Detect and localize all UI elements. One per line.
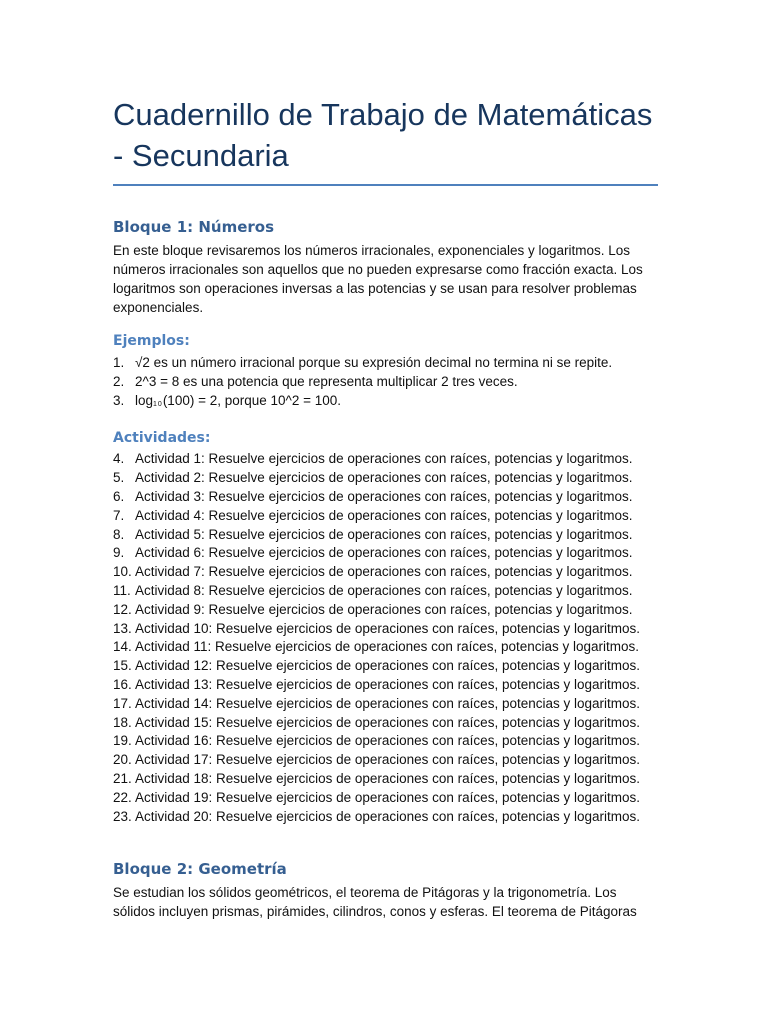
list-item-number: 17. (113, 695, 132, 711)
list-item (113, 563, 658, 582)
list-item-text: Actividad 9: Resuelve ejercicios de operaciones con raíces, potencias y logaritmos. (135, 601, 633, 617)
list-item (113, 450, 658, 469)
document-title: Cuadernillo de Trabajo de Matemáticas - Secundaria (113, 94, 658, 186)
list-item-number: 23. (113, 808, 132, 824)
log-expression: (100) = 2, porque 10^2 = 100. (162, 392, 342, 408)
list-item-text: √2 es un número irracional porque su expresión decimal no termina ni se repite. (135, 355, 613, 370)
list-item (113, 638, 658, 657)
log-label: log (135, 392, 154, 408)
list-item (113, 373, 658, 392)
list-item-number: 16. (113, 676, 132, 692)
list-item (113, 695, 658, 714)
list-item-number: 5. (113, 470, 125, 486)
list-item-number: 14. (113, 639, 132, 655)
list-item-number: 1. (113, 355, 125, 370)
list-item (113, 751, 658, 770)
list-item-number: 9. (113, 545, 125, 561)
block-1-section (113, 218, 658, 826)
block-2-heading: Bloque 2: Geometría (113, 860, 287, 879)
list-item-number: 10. (113, 564, 132, 580)
examples-list (113, 354, 658, 414)
list-item-text: 2^3 = 8 es una potencia que representa multiplicar 2 tres veces. (135, 373, 518, 389)
list-item-text: Actividad 6: Resuelve ejercicios de operaciones con raíces, potencias y logaritmos. (135, 545, 633, 561)
list-item-number: 2. (113, 373, 125, 389)
list-item-number: 18. (113, 714, 132, 730)
list-item (113, 657, 658, 676)
list-item-number: 19. (113, 733, 132, 749)
list-item-text: Actividad 2: Resuelve ejercicios de operaciones con raíces, potencias y logaritmos. (135, 470, 633, 486)
list-item (113, 789, 658, 808)
list-item-number: 4. (113, 451, 125, 467)
list-item (113, 582, 658, 601)
list-item (113, 732, 658, 751)
list-item-text: Actividad 19: Resuelve ejercicios de operaciones con raíces, potencias y logaritmos. (135, 789, 641, 805)
list-item-text (135, 392, 341, 415)
list-item-text: Actividad 17: Resuelve ejercicios de operaciones con raíces, potencias y logaritmos. (135, 752, 641, 768)
block-1-heading: Bloque 1: Números (113, 218, 275, 236)
list-item-text: Actividad 5: Resuelve ejercicios de operaciones con raíces, potencias y logaritmos. (135, 526, 633, 542)
activities-list (113, 450, 658, 826)
list-item (113, 354, 658, 373)
list-item-number: 20. (113, 752, 132, 768)
list-item (113, 469, 658, 488)
list-item (113, 770, 658, 789)
list-item-number: 13. (113, 620, 132, 636)
list-item-number: 6. (113, 488, 125, 504)
list-item-text: Actividad 18: Resuelve ejercicios de operaciones con raíces, potencias y logaritmos. (135, 770, 641, 786)
list-item (113, 601, 658, 620)
list-item-number: 8. (113, 526, 125, 542)
list-item-number: 11. (113, 582, 131, 598)
list-item-text: Actividad 7: Resuelve ejercicios de operaciones con raíces, potencias y logaritmos. (135, 564, 633, 580)
activities-heading: Actividades: (113, 430, 211, 447)
list-item (113, 488, 658, 507)
list-item-text: Actividad 11: Resuelve ejercicios de operaciones con raíces, potencias y logaritmos. (135, 639, 640, 655)
log-base-subscript: 10 (153, 400, 163, 408)
list-item (113, 714, 658, 733)
list-item (113, 526, 658, 545)
document-page (113, 94, 658, 921)
list-item-text: Actividad 8: Resuelve ejercicios de operaciones con raíces, potencias y logaritmos. (135, 582, 633, 598)
list-item-number: 7. (113, 507, 125, 523)
list-item (113, 507, 658, 526)
block-1-paragraph: En este bloque revisaremos los números irracionales, exponenciales y logaritmos. Los números irracionales son aquellos que no pueden expresarse como fracción exacta. Los logaritmos son operaciones inversas a las potencias y se usan para resolver problemas exponenciales. (113, 243, 643, 315)
list-item-text: Actividad 1: Resuelve ejercicios de operaciones con raíces, potencias y logaritmos. (135, 451, 633, 467)
block-2-section (113, 860, 658, 921)
list-item-text: Actividad 15: Resuelve ejercicios de operaciones con raíces, potencias y logaritmos. (135, 714, 641, 730)
list-item-text: Actividad 16: Resuelve ejercicios de operaciones con raíces, potencias y logaritmos. (135, 733, 641, 749)
list-item-text: Actividad 10: Resuelve ejercicios de operaciones con raíces, potencias y logaritmos. (135, 620, 641, 636)
list-item (113, 620, 658, 639)
list-item-number: 12. (113, 601, 132, 617)
list-item-text: Actividad 20: Resuelve ejercicios de operaciones con raíces, potencias y logaritmos. (135, 808, 641, 824)
list-item-text: Actividad 4: Resuelve ejercicios de operaciones con raíces, potencias y logaritmos. (135, 507, 633, 523)
list-item-number: 21. (113, 770, 132, 786)
list-item (113, 392, 658, 415)
list-item (113, 808, 658, 827)
list-item-number: 3. (113, 392, 125, 408)
list-item-text: Actividad 3: Resuelve ejercicios de operaciones con raíces, potencias y logaritmos. (135, 488, 633, 504)
list-item (113, 676, 658, 695)
list-item-text: Actividad 14: Resuelve ejercicios de operaciones con raíces, potencias y logaritmos. (135, 695, 641, 711)
block-2-paragraph: Se estudian los sólidos geométricos, el teorema de Pitágoras y la trigonometría. Los sólidos incluyen prismas, pirámides, cilindros, conos y esferas. El teorema de Pitágoras (113, 885, 637, 920)
list-item-text: Actividad 12: Resuelve ejercicios de operaciones con raíces, potencias y logaritmos. (135, 658, 641, 674)
list-item-number: 22. (113, 789, 132, 805)
list-item (113, 544, 658, 563)
examples-heading: Ejemplos: (113, 333, 190, 349)
list-item-number: 15. (113, 658, 132, 674)
list-item-text: Actividad 13: Resuelve ejercicios de operaciones con raíces, potencias y logaritmos. (135, 676, 641, 692)
